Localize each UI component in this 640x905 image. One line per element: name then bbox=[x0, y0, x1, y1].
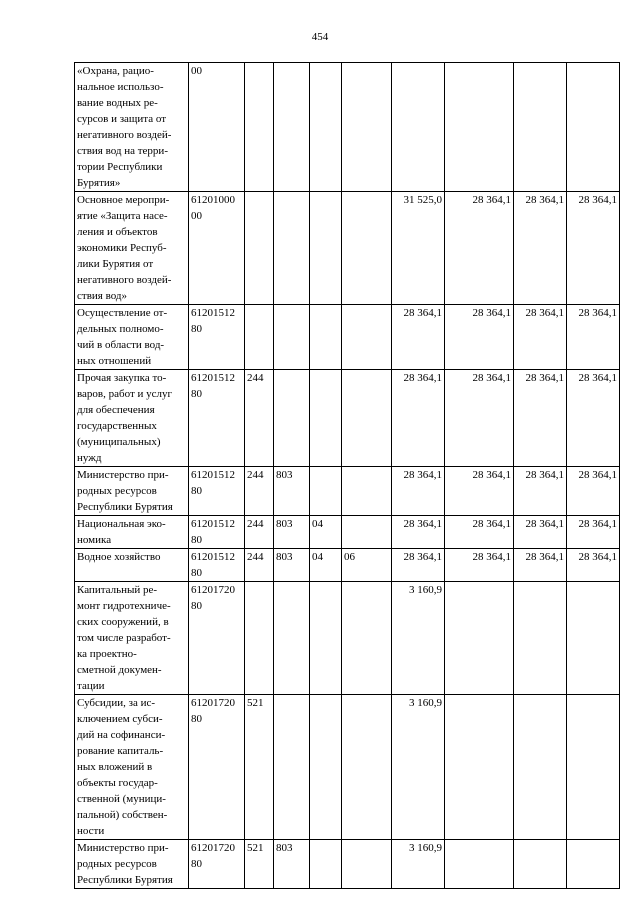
row-value-4 bbox=[567, 582, 620, 695]
row-name: Национальная эко- номика bbox=[75, 516, 189, 549]
row-target-code: 00 bbox=[189, 63, 245, 192]
row-name: Прочая закупка то- варов, работ и услуг для обеспечения государственных (муниципальных) нужд bbox=[75, 370, 189, 467]
budget-table bbox=[74, 62, 620, 889]
table-row bbox=[75, 695, 620, 840]
row-subsection bbox=[342, 370, 392, 467]
row-value-1: 28 364,1 bbox=[392, 305, 445, 370]
row-value-3: 28 364,1 bbox=[514, 305, 567, 370]
row-expense-type bbox=[245, 582, 274, 695]
row-section bbox=[310, 467, 342, 516]
row-value-3: 28 364,1 bbox=[514, 192, 567, 305]
row-value-2 bbox=[445, 582, 514, 695]
row-grbs: 803 bbox=[274, 840, 310, 889]
row-section bbox=[310, 192, 342, 305]
row-value-3: 28 364,1 bbox=[514, 516, 567, 549]
table-body bbox=[75, 63, 620, 889]
row-expense-type: 244 bbox=[245, 467, 274, 516]
row-value-2: 28 364,1 bbox=[445, 192, 514, 305]
row-value-4: 28 364,1 bbox=[567, 516, 620, 549]
row-expense-type: 521 bbox=[245, 695, 274, 840]
table-row bbox=[75, 370, 620, 467]
row-target-code: 61201720 80 bbox=[189, 582, 245, 695]
row-value-1 bbox=[392, 63, 445, 192]
row-value-3 bbox=[514, 840, 567, 889]
row-expense-type: 244 bbox=[245, 370, 274, 467]
row-grbs: 803 bbox=[274, 549, 310, 582]
table-row bbox=[75, 582, 620, 695]
row-value-4: 28 364,1 bbox=[567, 370, 620, 467]
row-value-3: 28 364,1 bbox=[514, 370, 567, 467]
row-value-2: 28 364,1 bbox=[445, 370, 514, 467]
row-value-2: 28 364,1 bbox=[445, 549, 514, 582]
row-subsection bbox=[342, 305, 392, 370]
row-subsection bbox=[342, 840, 392, 889]
row-subsection bbox=[342, 467, 392, 516]
row-grbs bbox=[274, 370, 310, 467]
row-expense-type: 244 bbox=[245, 516, 274, 549]
row-name: Осуществление от- дельных полномо- чий в области вод- ных отношений bbox=[75, 305, 189, 370]
row-subsection bbox=[342, 192, 392, 305]
row-grbs: 803 bbox=[274, 516, 310, 549]
row-value-4 bbox=[567, 695, 620, 840]
row-value-2: 28 364,1 bbox=[445, 467, 514, 516]
row-value-1: 3 160,9 bbox=[392, 695, 445, 840]
page-number: 454 bbox=[311, 31, 329, 43]
row-grbs bbox=[274, 63, 310, 192]
row-value-2: 28 364,1 bbox=[445, 305, 514, 370]
row-expense-type bbox=[245, 63, 274, 192]
row-expense-type bbox=[245, 192, 274, 305]
row-section bbox=[310, 305, 342, 370]
row-section bbox=[310, 840, 342, 889]
row-target-code: 61201512 80 bbox=[189, 516, 245, 549]
row-value-3: 28 364,1 bbox=[514, 467, 567, 516]
row-value-1: 28 364,1 bbox=[392, 370, 445, 467]
row-expense-type: 521 bbox=[245, 840, 274, 889]
row-value-3 bbox=[514, 582, 567, 695]
table-row bbox=[75, 516, 620, 549]
row-value-2 bbox=[445, 63, 514, 192]
row-name: Водное хозяйство bbox=[75, 549, 189, 582]
row-grbs bbox=[274, 192, 310, 305]
table-row bbox=[75, 549, 620, 582]
row-value-3 bbox=[514, 63, 567, 192]
row-value-4 bbox=[567, 840, 620, 889]
table-row bbox=[75, 305, 620, 370]
table-row bbox=[75, 840, 620, 889]
row-value-3: 28 364,1 bbox=[514, 549, 567, 582]
row-expense-type bbox=[245, 305, 274, 370]
row-target-code: 61201512 80 bbox=[189, 370, 245, 467]
row-value-1: 3 160,9 bbox=[392, 840, 445, 889]
row-value-2: 28 364,1 bbox=[445, 516, 514, 549]
row-target-code: 61201000 00 bbox=[189, 192, 245, 305]
row-name: Основное меропри- ятие «Защита насе- ления и объектов экономики Респуб- лики Бурятия от негативного воздей- ствия вод» bbox=[75, 192, 189, 305]
row-grbs bbox=[274, 695, 310, 840]
row-section bbox=[310, 63, 342, 192]
row-value-4: 28 364,1 bbox=[567, 305, 620, 370]
row-grbs: 803 bbox=[274, 467, 310, 516]
row-value-1: 31 525,0 bbox=[392, 192, 445, 305]
row-subsection bbox=[342, 695, 392, 840]
row-target-code: 61201720 80 bbox=[189, 695, 245, 840]
row-value-2 bbox=[445, 695, 514, 840]
row-name: Субсидии, за ис- ключением субси- дий на софинанси- рование капиталь- ных вложений в объекты государ- ственной (муници- пальной) собствен- ности bbox=[75, 695, 189, 840]
row-value-1: 28 364,1 bbox=[392, 516, 445, 549]
table-row bbox=[75, 192, 620, 305]
row-value-4: 28 364,1 bbox=[567, 467, 620, 516]
table-row bbox=[75, 63, 620, 192]
row-subsection bbox=[342, 516, 392, 549]
row-value-4: 28 364,1 bbox=[567, 192, 620, 305]
row-subsection: 06 bbox=[342, 549, 392, 582]
row-section: 04 bbox=[310, 516, 342, 549]
row-section bbox=[310, 582, 342, 695]
row-target-code: 61201512 80 bbox=[189, 467, 245, 516]
row-name: «Охрана, рацио- нальное использо- вание водных ре- сурсов и защита от негативного воздей- ствия вод на терри- тории Республики Бурятия» bbox=[75, 63, 189, 192]
row-name: Капитальный ре- монт гидротехниче- ских сооружений, в том числе разработ- ка проектно- сметной докумен- тации bbox=[75, 582, 189, 695]
row-section bbox=[310, 695, 342, 840]
row-grbs bbox=[274, 582, 310, 695]
row-value-1: 28 364,1 bbox=[392, 467, 445, 516]
row-value-4 bbox=[567, 63, 620, 192]
row-subsection bbox=[342, 63, 392, 192]
row-grbs bbox=[274, 305, 310, 370]
row-target-code: 61201512 80 bbox=[189, 305, 245, 370]
row-value-2 bbox=[445, 840, 514, 889]
row-name: Министерство при- родных ресурсов Республики Бурятия bbox=[75, 840, 189, 889]
row-subsection bbox=[342, 582, 392, 695]
row-value-1: 3 160,9 bbox=[392, 582, 445, 695]
table-row bbox=[75, 467, 620, 516]
row-target-code: 61201512 80 bbox=[189, 549, 245, 582]
row-value-1: 28 364,1 bbox=[392, 549, 445, 582]
row-value-4: 28 364,1 bbox=[567, 549, 620, 582]
row-section: 04 bbox=[310, 549, 342, 582]
row-name: Министерство при- родных ресурсов Республики Бурятия bbox=[75, 467, 189, 516]
row-value-3 bbox=[514, 695, 567, 840]
row-expense-type: 244 bbox=[245, 549, 274, 582]
row-section bbox=[310, 370, 342, 467]
row-target-code: 61201720 80 bbox=[189, 840, 245, 889]
